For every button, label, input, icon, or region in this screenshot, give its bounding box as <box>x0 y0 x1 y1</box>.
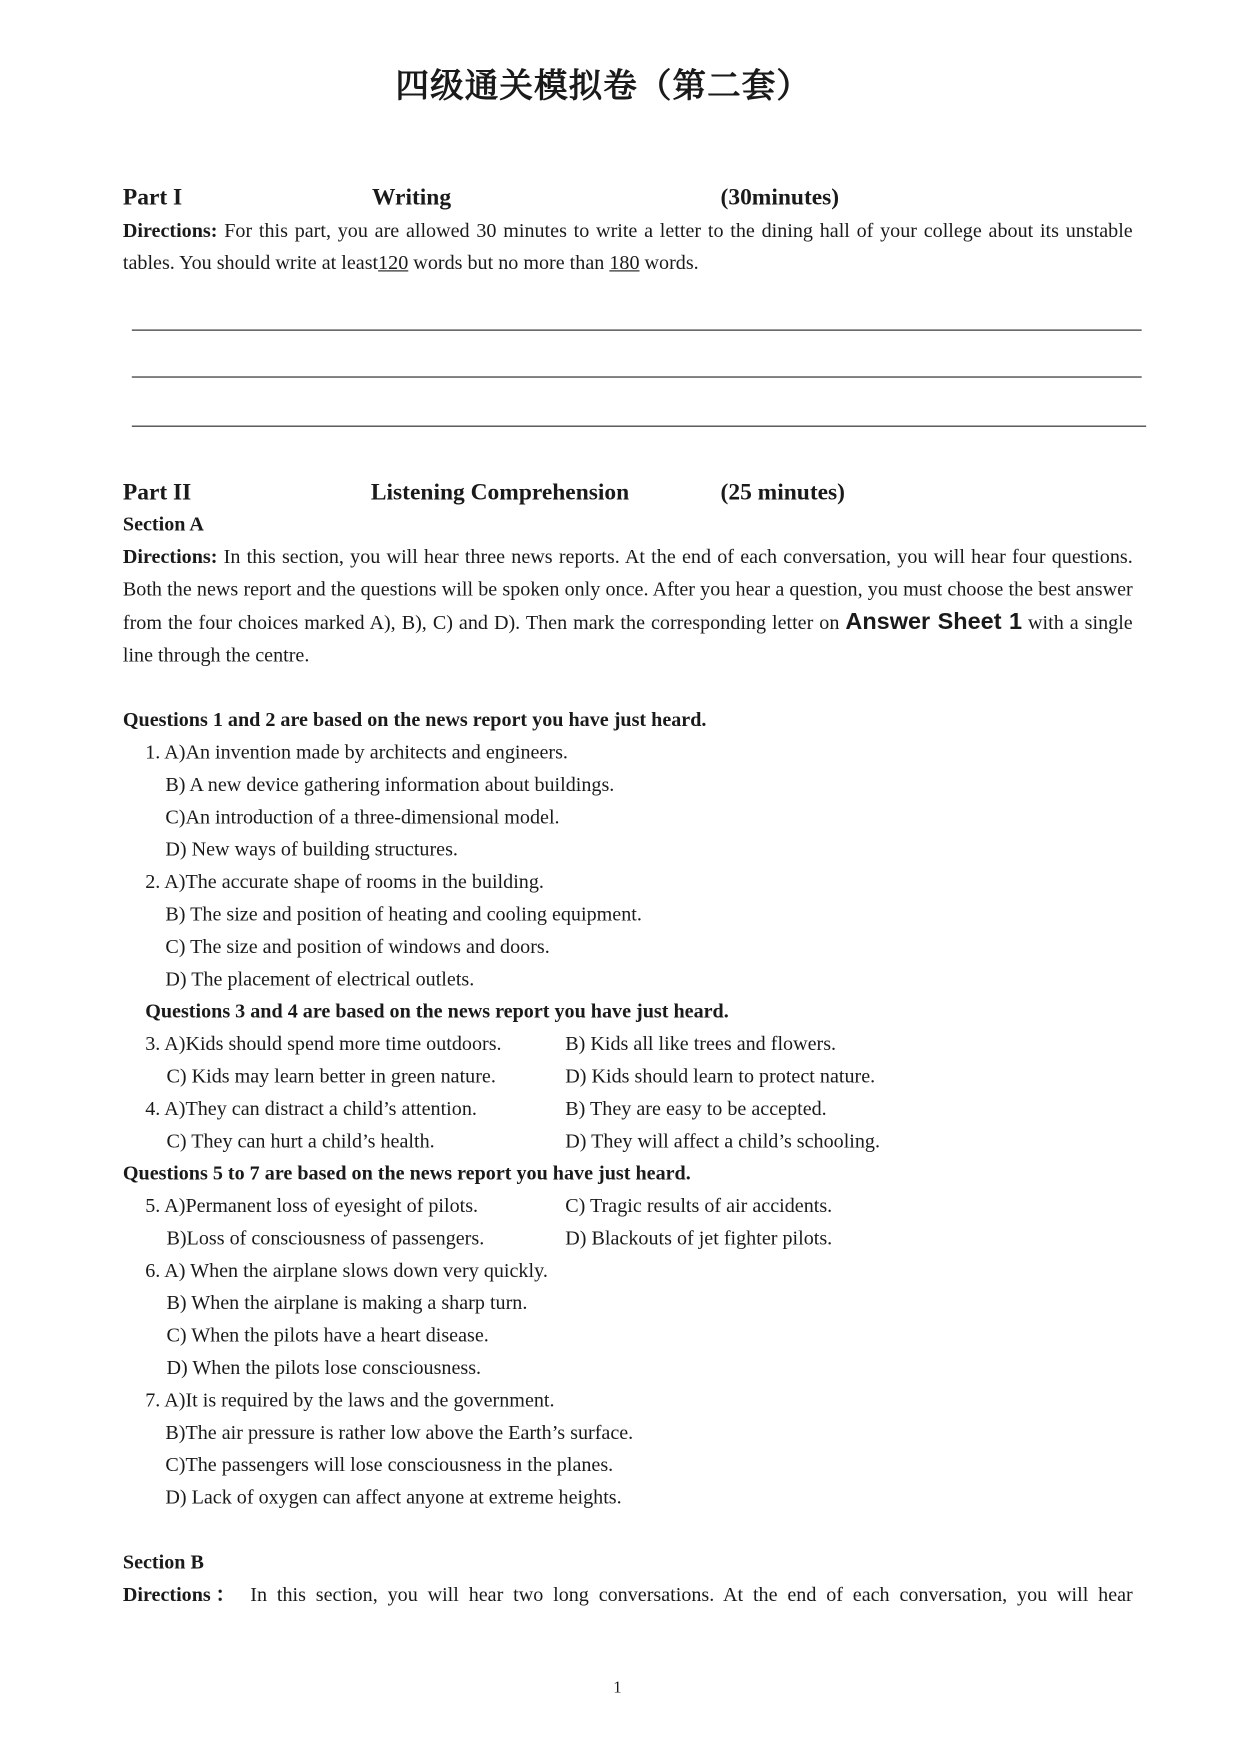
option: C) They can hurt a child’s health. <box>166 1129 435 1152</box>
page-number: 1 <box>613 1679 622 1697</box>
part2-name: Listening Comprehension <box>370 478 630 505</box>
option: C) Tragic results of air accidents. <box>565 1194 833 1217</box>
option: C)An introduction of a three-dimensional model. <box>165 805 560 828</box>
writing-line <box>132 426 1146 427</box>
part1-time: (30minutes) <box>720 183 840 211</box>
option: D) Kids should learn to protect nature. <box>565 1064 876 1087</box>
option: C) When the pilots have a heart disease. <box>166 1323 489 1347</box>
section-b-heading: Section B <box>122 1550 204 1573</box>
option: 1. A)An invention made by architects and engineers. <box>145 740 568 763</box>
option: 2. A)The accurate shape of rooms in the building. <box>145 870 544 893</box>
question-group-heading: Questions 1 and 2 are based on the news report you have just heard. <box>122 708 707 731</box>
option: B)Loss of consciousness of passengers. <box>166 1226 485 1249</box>
part2-directions <box>123 541 1133 672</box>
directions-text: In this section, you will hear two long conversations. At the end of each conversation, you will hear <box>240 1582 1133 1606</box>
writing-line <box>132 330 1142 331</box>
option: C) The size and position of windows and doors. <box>165 935 550 958</box>
max-words: 180 <box>609 251 640 274</box>
directions-label: Directions: <box>122 545 218 568</box>
directions-text: words. <box>639 251 699 274</box>
option: D) When the pilots lose consciousness. <box>166 1356 482 1379</box>
option: C)The passengers will lose consciousness in the planes. <box>165 1453 614 1476</box>
directions-text: In this section, you will hear three news reports. At the end of each conversation, you will hear four questions. Both the news report and the questions will be spoken only once. After you hear a question, you must choose the best answer from the four choices marked A), B), C) and D). Then mark the corresponding letter on <box>122 545 1133 634</box>
option: D) Blackouts of jet fighter pilots. <box>565 1226 833 1249</box>
answer-sheet-label: Answer Sheet 1 <box>845 608 1023 635</box>
option: B) The size and position of heating and cooling equipment. <box>165 902 642 925</box>
option: B) They are easy to be accepted. <box>565 1096 827 1120</box>
section-a-heading: Section A <box>122 512 204 536</box>
page-title: 四级通关模拟卷（第二套） <box>395 67 812 107</box>
min-words: 120 <box>378 251 409 274</box>
option: D) Lack of oxygen can affect anyone at extreme heights. <box>165 1485 622 1509</box>
directions-text: For this part, you are allowed 30 minutes to write a letter to the dining hall of your college about its unstable tables. You should write at least <box>122 218 1133 274</box>
question-group-heading: Questions 5 to 7 are based on the news report you have just heard. <box>122 1161 691 1185</box>
option: B) When the airplane is making a sharp turn. <box>166 1291 528 1314</box>
option: D) New ways of building structures. <box>165 837 458 861</box>
option: C) Kids may learn better in green nature. <box>166 1064 496 1087</box>
option: 3. A)Kids should spend more time outdoors. <box>145 1032 502 1055</box>
writing-line <box>132 376 1142 377</box>
directions-label: Directions： <box>122 1582 241 1606</box>
part1-directions <box>123 214 1133 279</box>
option: 5. A)Permanent loss of eyesight of pilots. <box>145 1194 479 1217</box>
option: 4. A)They can distract a child’s attention. <box>145 1096 477 1120</box>
option: 6. A) When the airplane slows down very quickly. <box>145 1258 548 1282</box>
directions-text: words but no more than <box>408 251 610 274</box>
option: 7. A)It is required by the laws and the government. <box>145 1388 555 1411</box>
section-b-directions <box>123 1578 1133 1610</box>
part2-label: Part II <box>122 478 192 505</box>
option: B)The air pressure is rather low above the Earth’s surface. <box>165 1420 634 1444</box>
question-group-heading: Questions 3 and 4 are based on the news report you have just heard. <box>145 999 729 1023</box>
directions-text: with a single line through the centre. <box>122 611 1133 666</box>
part2-time: (25 minutes) <box>720 478 845 505</box>
option: B) A new device gathering information about buildings. <box>165 773 615 796</box>
option: D) The placement of electrical outlets. <box>165 967 475 990</box>
part1-label: Part I <box>122 183 183 211</box>
option: D) They will affect a child’s schooling. <box>565 1129 881 1152</box>
option: B) Kids all like trees and flowers. <box>565 1032 837 1055</box>
directions-label: Directions: <box>122 218 218 242</box>
part1-name: Writing <box>371 183 452 211</box>
